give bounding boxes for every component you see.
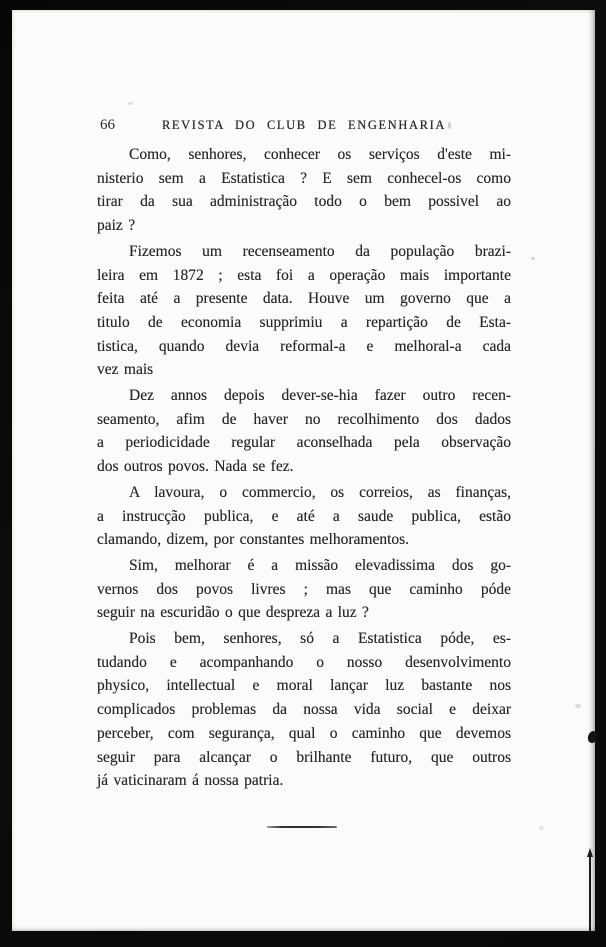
scan-speck: [448, 122, 451, 129]
text-line: clamando, dizem, por constantes melhoramentos.: [97, 531, 410, 549]
text-line: perceber, com segurança, qual o caminho que devemos: [97, 724, 511, 742]
text-line: tudando e acompanhando o nosso desenvolvimento: [97, 653, 511, 671]
text-line: leira em 1872 ; esta foi a operação mais importante: [97, 266, 511, 284]
paragraph: [97, 554, 511, 625]
text-line: Pois bem, senhores, só a Estatistica póde, es-: [129, 630, 511, 648]
text-line: a instrucção publica, e até a saude publica, estão: [97, 507, 511, 525]
running-title: REVISTA DO CLUB DE ENGENHARIA: [162, 118, 446, 132]
text-line: tistica, quando devia reformal-a e melhoral-a cada: [97, 337, 511, 355]
scan-speck: [575, 704, 581, 708]
text-line: Como, senhores, conhecer os serviços d'este mi-: [129, 146, 511, 163]
text-line: a periodicidade regular aconselhada pela observação: [97, 434, 511, 452]
paragraph: [97, 143, 511, 238]
text-line: feita até a presente data. Houve um governo que a: [97, 290, 511, 308]
text-line: Fizemos um recenseamento da população brazi-: [129, 242, 511, 260]
text-line: seguir para alcançar o brilhante futuro, que outros: [97, 748, 511, 766]
text-line: vez mais: [97, 361, 154, 379]
page-number: 66: [100, 117, 115, 133]
scan-speck: [539, 826, 544, 830]
paragraph: [97, 481, 511, 552]
text-line: nisterio sem a Estatistica ? E sem conhecel-os como: [97, 169, 511, 187]
text-line: A lavoura, o commercio, os correios, as finanças,: [129, 483, 511, 501]
ink-blot-artifact: [587, 730, 598, 744]
text-line: Sim, melhorar é a missão elevadissima dos go-: [129, 556, 511, 574]
text-line: vernos dos povos livres ; mas que caminho póde: [97, 580, 511, 598]
page-body: [97, 143, 511, 795]
paragraph: [97, 384, 511, 479]
scan-speck: [531, 257, 535, 260]
text-line: tirar da sua administração todo o bem possivel ao: [97, 193, 511, 211]
text-line: physico, intellectual e moral lançar luz bastante nos: [97, 677, 511, 695]
text-line: paiz ?: [97, 217, 136, 235]
paragraph: [97, 240, 511, 382]
text-line: complicados problemas da nossa vida social e deixar: [97, 701, 511, 719]
book-page: [12, 10, 595, 931]
text-line: titulo de economia supprimiu a repartição de Esta-: [97, 313, 511, 331]
section-divider: [267, 826, 337, 828]
pen-mark-artifact: [589, 854, 591, 931]
text-line: seamento, afim de haver no recolhimento dos dados: [97, 410, 511, 428]
text-line: dos outros povos. Nada se fez.: [97, 458, 294, 476]
scan-speck: [128, 102, 133, 105]
text-line: Dez annos depois dever-se-hia fazer outro recen-: [129, 387, 511, 405]
paragraph: [97, 627, 511, 793]
text-line: seguir na escuridão o que despreza a luz ?: [97, 604, 369, 622]
text-line: já vaticinaram á nossa patria.: [97, 772, 284, 790]
